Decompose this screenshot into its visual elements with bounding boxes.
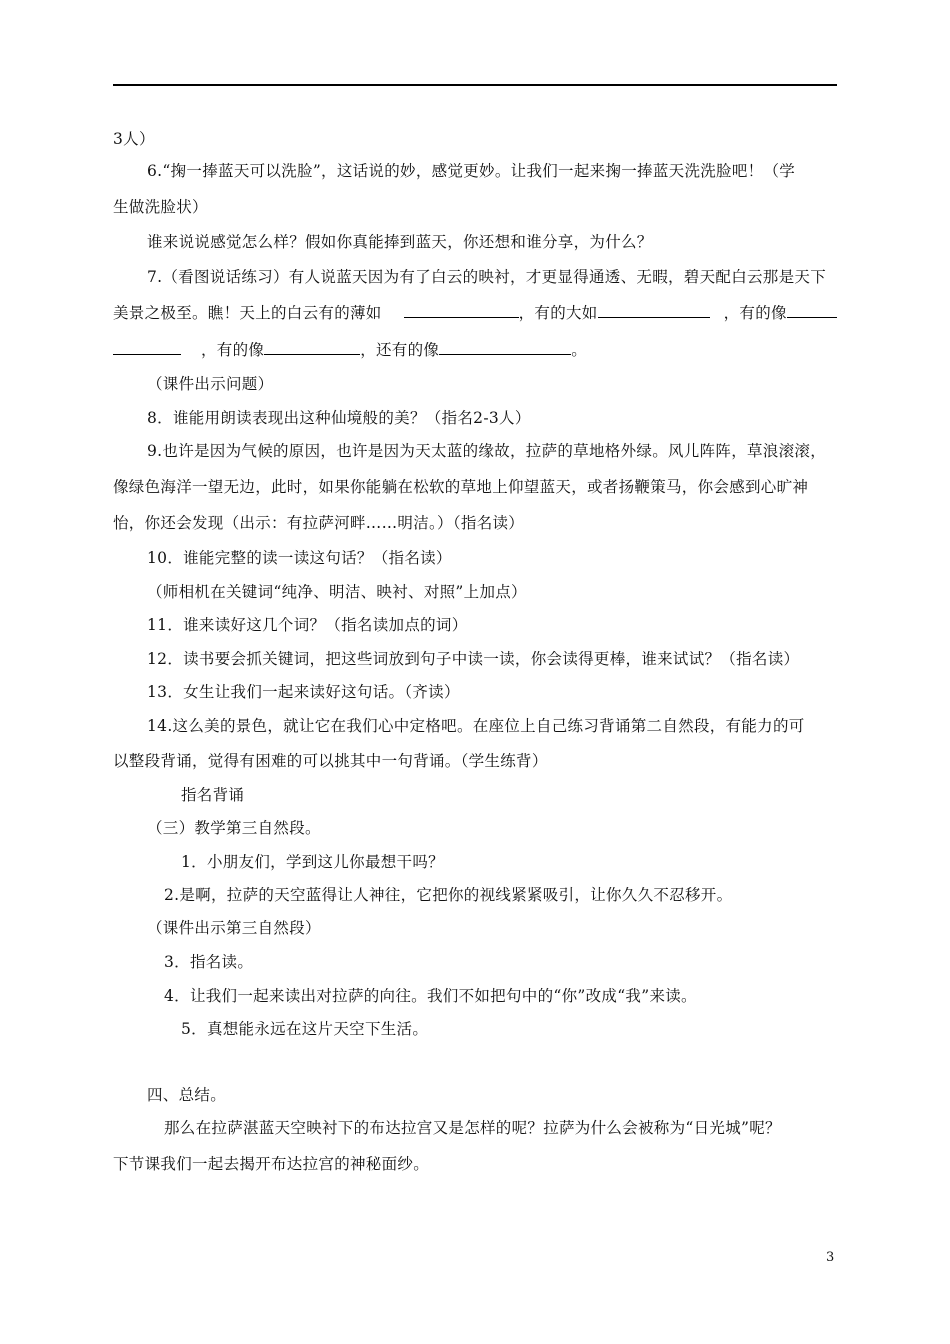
text-line: 12．读书要会抓关键词，把这些词放到句子中读一读，你会读得更棒，谁来试试？（指名读）	[147, 650, 800, 668]
text-line: 13．女生让我们一起来读好这句话。（齐读）	[147, 683, 460, 701]
text-line: 下节课我们一起去揭开布达拉宫的神秘面纱。	[113, 1155, 430, 1173]
text-line: 以整段背诵，觉得有困难的可以挑其中一句背诵。（学生练背）	[113, 752, 548, 770]
text-line: 怡，你还会发现（出示：有拉萨河畔……明洁。）（指名读）	[113, 514, 525, 532]
header-rule	[113, 84, 837, 86]
text-line: （师相机在关键词“纯净、明洁、映衬、对照”上加点）	[147, 583, 527, 601]
text-line: 1．小朋友们，学到这儿你最想干吗？	[181, 853, 444, 871]
answer-blank[interactable]	[787, 303, 837, 318]
text-line: 像绿色海洋一望无边，此时，如果你能躺在松软的草地上仰望蓝天，或者扬鞭策马，你会感到心旷神	[113, 478, 809, 496]
text-line: （课件出示问题）	[147, 375, 274, 393]
fill-in-line	[113, 340, 587, 360]
text-line: 3人）	[113, 130, 155, 148]
answer-blank[interactable]	[404, 303, 519, 318]
text-line: 5．真想能永远在这片天空下生活。	[181, 1020, 429, 1038]
text-line: 7.（看图说话练习）有人说蓝天因为有了白云的映衬，才更显得通透、无暇，碧天配白云那是天下	[147, 268, 826, 286]
text-line: 2.是啊，拉萨的天空蓝得让人神往，它把你的视线紧紧吸引，让你久久不忍移开。	[164, 886, 733, 904]
text-line: 10．谁能完整的读一读这句话？（指名读）	[147, 549, 452, 567]
text-line: 9.也许是因为气候的原因，也许是因为天太蓝的缘故，拉萨的草地格外绿。风儿阵阵，草浪滚滚，	[147, 442, 826, 460]
text-segment: 。	[571, 341, 588, 359]
answer-blank[interactable]	[264, 340, 360, 355]
answer-blank[interactable]	[598, 303, 710, 318]
text-line: 3．指名读。	[164, 953, 254, 971]
text-line: 指名背诵	[181, 786, 245, 804]
text-line: 谁来说说感觉怎么样？假如你真能捧到蓝天，你还想和谁分享，为什么？	[147, 233, 653, 251]
text-segment: ，还有的像	[360, 341, 440, 359]
text-segment: 美景之极至。瞧！天上的白云有的薄如	[113, 304, 382, 322]
page-number: 3	[826, 1250, 835, 1265]
section-heading: （三）教学第三自然段。	[147, 819, 321, 837]
text-line: 14.这么美的景色，就让它在我们心中定格吧。在座位上自己练习背诵第二自然段，有能力的可	[147, 717, 805, 735]
text-line: 8．谁能用朗读表现出这种仙境般的美？（指名2-3人）	[147, 409, 531, 427]
fill-in-line	[113, 303, 837, 323]
text-line: 那么在拉萨湛蓝天空映衬下的布达拉宫又是怎样的呢？拉萨为什么会被称为“日光城”呢？	[164, 1119, 781, 1137]
text-line: 4．让我们一起来读出对拉萨的向往。我们不如把句中的“你”改成“我”来读。	[164, 987, 697, 1005]
text-segment: ，有的大如	[518, 304, 598, 322]
text-line: 生做洗脸状）	[113, 198, 208, 216]
answer-blank[interactable]	[113, 340, 181, 355]
text-line: 6.“掬一捧蓝天可以洗脸”，这话说的妙，感觉更妙。让我们一起来掬一捧蓝天洗洗脸吧！（学	[147, 162, 796, 180]
text-line: 11．谁来读好这几个词？（指名读加点的词）	[147, 616, 468, 634]
text-line: （课件出示第三自然段）	[147, 919, 321, 937]
section-heading: 四、总结。	[147, 1086, 227, 1104]
text-segment: ，有的像	[723, 304, 787, 322]
answer-blank[interactable]	[439, 340, 571, 355]
text-segment: ，有的像	[201, 341, 265, 359]
